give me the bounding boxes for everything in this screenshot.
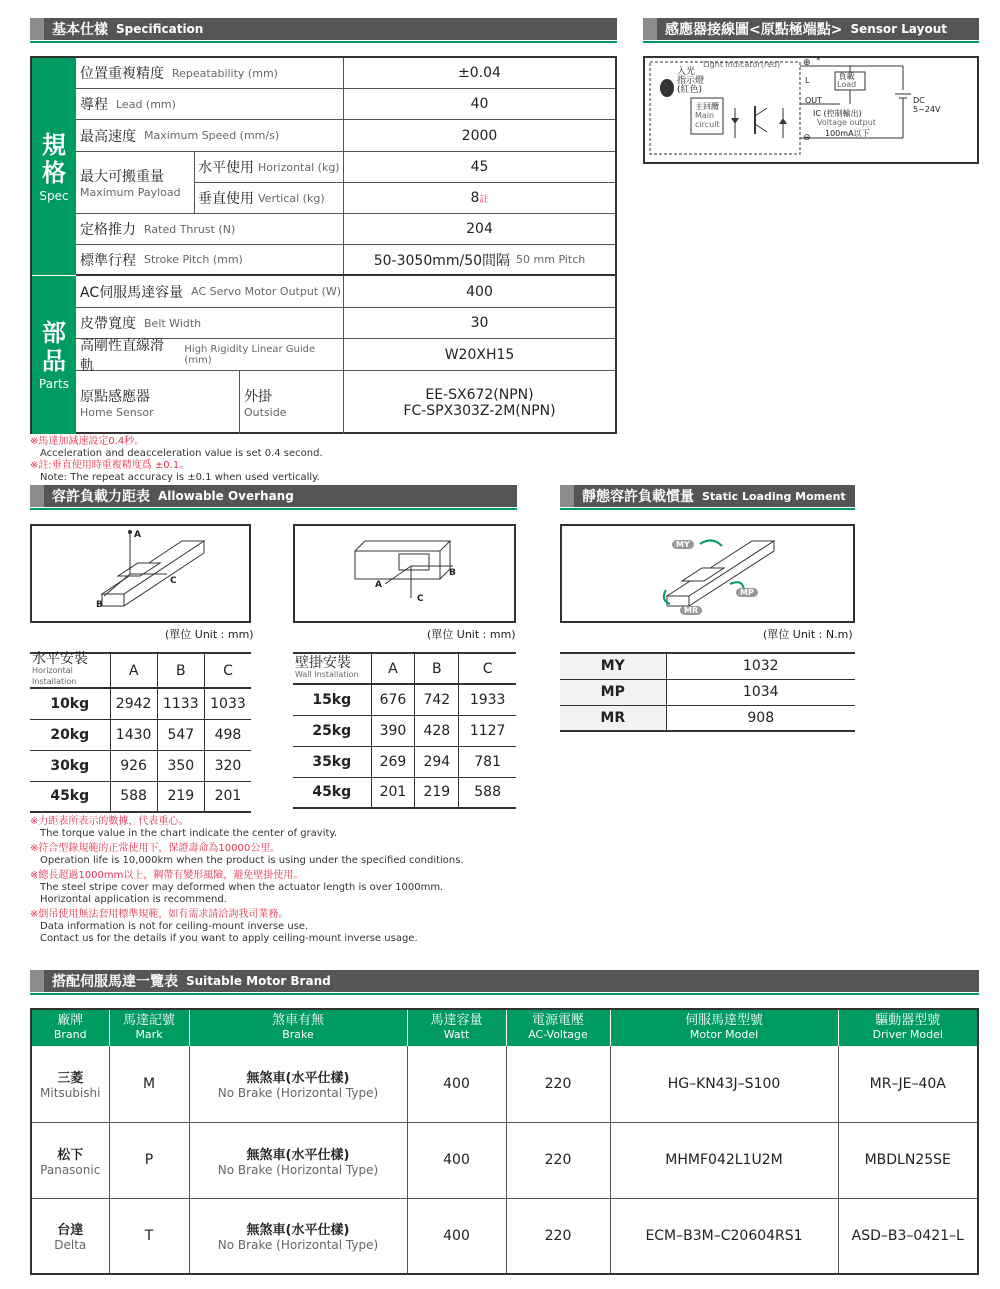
moment-actuator-drawing [562, 526, 853, 621]
header-line [30, 993, 979, 995]
row-label-zh: 標準行程 [80, 252, 136, 269]
v-val: 8 [470, 190, 480, 206]
col-en: Watt [443, 1028, 470, 1041]
col-zh: 驅動器型號 [875, 1013, 941, 1028]
l-terminal: L [805, 76, 810, 85]
motor-model-cell: MHMF042L1U2M [610, 1122, 838, 1198]
brand-zh: 台達 [57, 1223, 84, 1239]
label-mp: MP [736, 588, 758, 597]
table-row [293, 777, 516, 808]
outside-zh: 外掛 [244, 389, 272, 405]
col-watt [407, 1009, 506, 1046]
header-bar [30, 18, 44, 40]
row-load: 10kg [30, 688, 110, 719]
cell: 498 [204, 719, 251, 750]
row-load: 30kg [30, 750, 110, 781]
v-note: 註 [479, 194, 489, 205]
col-zh: 伺服馬達型號 [684, 1013, 763, 1028]
col-b: B [415, 653, 459, 684]
header-line [643, 41, 979, 43]
home-sensor-val1: EE-SX672(NPN) [425, 386, 534, 403]
sensor-header-zh: 感應器接線圖<原點極端點> [665, 22, 843, 38]
payload-horizontal-label [194, 152, 344, 182]
watt-cell: 400 [407, 1198, 506, 1274]
brake-cell [189, 1046, 407, 1122]
note-en: Contact us for the details if you want to apply ceiling-mount inverse usage. [40, 933, 418, 944]
row-label-zh: AC伺服馬達容量 [80, 284, 184, 301]
row-label-en: Stroke Pitch (mm) [144, 253, 243, 266]
home-sensor-en: Home Sensor [80, 406, 154, 419]
h-zh: 水平使用 [198, 160, 254, 176]
col-zh: 馬達容量 [430, 1013, 483, 1028]
cell: 201 [371, 777, 415, 808]
payload-vertical-value [344, 183, 615, 213]
payload-horizontal-value: 45 [470, 159, 489, 175]
spec-header-zh: 基本仕樣 [52, 22, 108, 38]
col-a: A [371, 653, 415, 684]
brand-en: Panasonic [40, 1162, 101, 1177]
motor-table-header [31, 1009, 978, 1046]
dc-volt: 5~24V [913, 105, 941, 114]
sensor-header [643, 18, 979, 40]
header-line [30, 508, 517, 510]
note: ※力距表所表示的數據，代表重心。 [30, 816, 189, 827]
watt-cell: 400 [407, 1122, 506, 1198]
cell: 219 [157, 781, 204, 812]
main-en1: Main [695, 111, 715, 120]
overhang-header-en: Allowable Overhang [158, 489, 294, 503]
header-line [30, 41, 617, 43]
dc-label [913, 96, 940, 114]
col-driver-model [838, 1009, 978, 1046]
load-label [837, 73, 856, 89]
payload-zh: 最大可搬重量 [80, 169, 164, 185]
brake-en: No Brake (Horizontal Type) [217, 1162, 379, 1177]
brake-cell [189, 1122, 407, 1198]
label-a: A [375, 580, 382, 590]
moment-value: 908 [666, 705, 855, 731]
row-value: W20XH15 [444, 346, 515, 363]
motor-header-en: Suitable Motor Brand [186, 974, 331, 988]
minus-terminal: ⊖ [803, 133, 811, 143]
note-en: The torque value in the chart indicate the center of gravity. [40, 828, 338, 839]
static-header-en: Static Loading Moment [702, 489, 846, 503]
note-en: Data information is not for ceiling-mount inverse use. [40, 921, 309, 932]
col-en: Mark [135, 1028, 163, 1041]
cell: 390 [371, 715, 415, 746]
motor-table [30, 1008, 979, 1275]
load-en: Load [837, 80, 857, 89]
row-label-zh: 位置重複精度 [80, 66, 164, 82]
indicator-zh [677, 68, 704, 95]
spec-row-stroke [76, 245, 615, 276]
brake-en: No Brake (Horizontal Type) [217, 1238, 379, 1253]
row-label-en: Lead (mm) [116, 97, 176, 111]
horizontal-title [30, 653, 110, 688]
col-en: Brand [53, 1028, 87, 1041]
row-label-en: Rated Thrust (N) [144, 222, 236, 236]
header-bar [643, 18, 657, 40]
col-mark [109, 1009, 189, 1046]
label-b: B [449, 568, 456, 578]
table-row [560, 653, 855, 679]
row-label-zh: 最高速度 [80, 128, 136, 145]
home-sensor-zh: 原點感應器 [80, 389, 150, 405]
side-zh2: 品 [42, 347, 66, 375]
note: ※總長超過1000mm以上，鋼帶有變形風險，避免壁掛使用。 [30, 870, 304, 881]
cell: 676 [371, 684, 415, 715]
unit-label-wall: (單位 Unit : mm) [427, 628, 516, 641]
row-load: 45kg [293, 777, 371, 808]
horizontal-overhang-table [30, 652, 251, 813]
red: (紅色) [677, 85, 703, 95]
ic-label: IC (控制輸出) [813, 109, 862, 118]
table-row [30, 781, 251, 812]
static-moment-table [560, 652, 855, 732]
wall-title [293, 653, 371, 684]
parts-row-motor [76, 276, 615, 308]
moment-value: 1032 [666, 653, 855, 679]
label-b: B [96, 600, 103, 610]
brake-zh: 無煞車(水平仕樣) [246, 1071, 350, 1087]
side-en: Parts [39, 377, 69, 391]
home-sensor-val2: FC-SPX303Z-2M(NPN) [403, 402, 556, 419]
row-label-en: Repeatability (mm) [172, 66, 278, 80]
wall-overhang-diagram [293, 524, 516, 623]
row-label-zh: 導程 [80, 97, 108, 113]
row-value: 30 [470, 315, 489, 331]
moment-value: 1034 [666, 679, 855, 705]
brand-cell [31, 1122, 109, 1198]
driver-model-cell: MBDLN25SE [838, 1122, 978, 1198]
cell: 588 [110, 781, 157, 812]
cell: 588 [459, 777, 516, 808]
motor-model-cell: ECM–B3M–C20604RS1 [610, 1198, 838, 1274]
driver-model-cell: MR–JE–40A [838, 1046, 978, 1122]
col-a: A [110, 653, 157, 688]
cell: 350 [157, 750, 204, 781]
voltage-cell: 220 [506, 1122, 610, 1198]
payload-en: Maximum Payload [80, 186, 181, 199]
table-row [30, 719, 251, 750]
cell: 1033 [204, 688, 251, 719]
note-en: Horizontal application is recommend. [40, 894, 227, 905]
row-load: 20kg [30, 719, 110, 750]
current-label: 100mA以下 [825, 129, 870, 138]
row-load: 35kg [293, 746, 371, 777]
label-a: A [134, 530, 141, 540]
parts-row-home-sensor [76, 371, 615, 434]
mark-cell: T [109, 1198, 189, 1274]
overhang-header-zh: 容許負載力距表 [52, 489, 150, 505]
spec-side-label [32, 58, 76, 276]
cell: 294 [415, 746, 459, 777]
brand-zh: 松下 [57, 1147, 84, 1163]
brand-cell [31, 1198, 109, 1274]
motor-header-zh: 搭配伺服馬達一覽表 [52, 974, 178, 990]
sensor-layout-diagram [643, 56, 979, 164]
unit-label-horizontal: (單位 Unit : mm) [165, 628, 254, 641]
col-b: B [157, 653, 204, 688]
unit-label-moment: (單位 Unit : N.m) [763, 628, 853, 641]
h-title-zh: 水平安裝 [32, 651, 88, 667]
col-zh: 廠牌 [57, 1013, 84, 1028]
cell: 1933 [459, 684, 516, 715]
label-my: MY [672, 540, 694, 549]
table-row [31, 1198, 978, 1274]
note: ※倒吊使用無法套用標準規範，如有需求請洽詢我司業務。 [30, 909, 289, 920]
brand-en: Delta [54, 1238, 87, 1253]
row-load: 15kg [293, 684, 371, 715]
voltage-output-label: Voltage output [817, 118, 876, 127]
spec-row-payload [76, 152, 615, 214]
col-en: Motor Model [689, 1028, 759, 1041]
col-en: Brake [282, 1028, 314, 1041]
side-en: Spec [39, 188, 69, 203]
table-row [31, 1122, 978, 1198]
note-2: ※註:垂直使用時重複精度爲 ±0.1。 [30, 460, 190, 471]
row-label-zh: 皮帶寬度 [80, 316, 136, 332]
cell: 1133 [157, 688, 204, 719]
col-c: C [204, 653, 251, 688]
table-row [560, 705, 855, 731]
col-en: Driver Model [872, 1028, 943, 1041]
table-row [293, 746, 516, 777]
cell: 926 [110, 750, 157, 781]
spec-row-lead [76, 89, 615, 120]
note-en: The steel stripe cover may deformed when the actuator length is over 1000mm. [40, 882, 444, 893]
label-mr: MR [680, 606, 702, 615]
moment-label: MR [560, 705, 666, 731]
plus-terminal: ⊕ [803, 58, 811, 68]
row-label-en: AC Servo Motor Output (W) [191, 285, 342, 298]
note-1: ※馬達加減速設定0.4秒。 [30, 436, 145, 447]
table-row [293, 684, 516, 715]
voltage-cell: 220 [506, 1046, 610, 1122]
outside-en: Outside [244, 406, 287, 419]
static-moment-diagram [560, 524, 855, 623]
spec-header [30, 18, 617, 40]
cell: 742 [415, 684, 459, 715]
main-circuit-label [695, 102, 720, 129]
col-motor-model [610, 1009, 838, 1046]
light-indicator-label: Light indicator(red) [703, 60, 781, 69]
cell: 320 [204, 750, 251, 781]
header-bar [560, 485, 574, 507]
v-en: Vertical (kg) [258, 191, 325, 205]
col-voltage [506, 1009, 610, 1046]
cell: 1127 [459, 715, 516, 746]
note-1-en: Acceleration and deacceleration value is set 0.4 second. [40, 448, 323, 459]
ind: 指示燈 [677, 76, 705, 86]
row-value: 40 [470, 96, 489, 112]
cell: 1430 [110, 719, 157, 750]
mark-cell: P [109, 1122, 189, 1198]
payload-vertical-label [194, 183, 344, 213]
sensor-header-en: Sensor Layout [850, 22, 947, 36]
wall-overhang-table [293, 652, 516, 809]
w-title-zh: 壁掛安裝 [295, 654, 351, 671]
cell: 269 [371, 746, 415, 777]
cell: 781 [459, 746, 516, 777]
col-zh: 煞車有無 [271, 1013, 324, 1028]
row-load: 45kg [30, 781, 110, 812]
row-label-en: Maximum Speed (mm/s) [144, 129, 280, 142]
moment-label: MY [560, 653, 666, 679]
row-value: ±0.04 [458, 65, 501, 81]
col-en: AC-Voltage [528, 1028, 588, 1041]
spec-notes [30, 436, 323, 484]
row-value: 2000 [461, 127, 498, 144]
static-header [560, 485, 855, 507]
horizontal-actuator-drawing [32, 526, 249, 621]
watt-cell: 400 [407, 1046, 506, 1122]
row-load: 25kg [293, 715, 371, 746]
parts-side-label [32, 276, 76, 434]
row-label-zh: 高剛性直線滑軌 [80, 337, 164, 374]
row-label-en: High Rigidity Linear Guide (mm) [184, 343, 316, 366]
h-en: Horizontal (kg) [258, 160, 340, 174]
main-zh: 主回纜 [695, 102, 719, 111]
note-en: Operation life is 10,000km when the product is using under the specified conditions. [40, 855, 464, 866]
table-row [30, 688, 251, 719]
table-header-row [293, 653, 516, 684]
spec-row-speed [76, 120, 615, 152]
moment-label: MP [560, 679, 666, 705]
brake-zh: 無煞車(水平仕樣) [246, 1223, 350, 1239]
brake-cell [189, 1198, 407, 1274]
payload-label [76, 152, 194, 213]
col-zh: 電源電壓 [531, 1013, 584, 1028]
brand-zh: 三菱 [57, 1071, 84, 1087]
load-zh: 負載 [838, 72, 855, 81]
spec-table [30, 56, 617, 434]
side-zh1: 規 [42, 130, 66, 159]
header-line [560, 508, 855, 510]
motor-header [30, 970, 979, 992]
row-value: 204 [466, 221, 493, 237]
dc: DC [913, 96, 925, 105]
cell: 2942 [110, 688, 157, 719]
mark-cell: M [109, 1046, 189, 1122]
spec-row-thrust [76, 214, 615, 245]
spec-row-repeatability [76, 58, 615, 89]
cell: 219 [415, 777, 459, 808]
spec-header-en: Specification [116, 22, 204, 36]
header-bar [30, 485, 44, 507]
brand-en: Mitsubishi [40, 1086, 101, 1101]
wall-actuator-drawing [295, 526, 514, 621]
stroke-val: 50-3050mm/50間隔 [373, 252, 511, 269]
note: ※符合型錄規範的正常使用下，保證壽命為10000公里。 [30, 843, 281, 854]
row-label-zh: 定格推力 [80, 222, 136, 238]
table-row [293, 715, 516, 746]
static-header-zh: 靜態容許負載慣量 [582, 489, 694, 505]
star-mark: * [816, 56, 821, 66]
parts-row-guide [76, 337, 615, 374]
brake-zh: 無煞車(水平仕樣) [246, 1147, 350, 1163]
overhang-notes [30, 816, 464, 945]
row-value [344, 245, 615, 274]
side-zh2: 格 [42, 158, 66, 187]
in-light: 入光 [677, 67, 696, 77]
note-2-en: Note: The repeat accuracy is ±0.1 when used vertically. [40, 472, 320, 483]
voltage-cell: 220 [506, 1198, 610, 1274]
driver-model-cell: ASD–B3–0421–L [838, 1198, 978, 1274]
col-brand [31, 1009, 109, 1046]
main-en2: circuit [695, 120, 720, 129]
col-brake [189, 1009, 407, 1046]
cell: 428 [415, 715, 459, 746]
w-title-en: Wall Installation [295, 669, 359, 679]
label-c: C [417, 594, 424, 604]
h-title-en: Horizontal Installation [32, 666, 77, 686]
table-row [31, 1046, 978, 1122]
brake-en: No Brake (Horizontal Type) [217, 1086, 379, 1101]
table-row [560, 679, 855, 705]
brand-cell [31, 1046, 109, 1122]
motor-model-cell: HG–KN43J–S100 [610, 1046, 838, 1122]
label-c: C [170, 576, 177, 586]
col-c: C [459, 653, 516, 684]
table-row [30, 750, 251, 781]
overhang-header [30, 485, 517, 507]
horizontal-overhang-diagram [30, 524, 251, 623]
cell: 547 [157, 719, 204, 750]
v-zh: 垂直使用 [198, 191, 254, 207]
row-value: 400 [466, 283, 493, 300]
header-bar [30, 970, 44, 992]
out-terminal: OUT [805, 96, 823, 105]
row-label-en: Belt Width [144, 316, 202, 330]
col-zh: 馬達記號 [122, 1013, 175, 1028]
stroke-pitch: 50 mm Pitch [516, 253, 586, 266]
table-header-row [30, 653, 251, 688]
cell: 201 [204, 781, 251, 812]
side-zh1: 部 [42, 319, 66, 347]
